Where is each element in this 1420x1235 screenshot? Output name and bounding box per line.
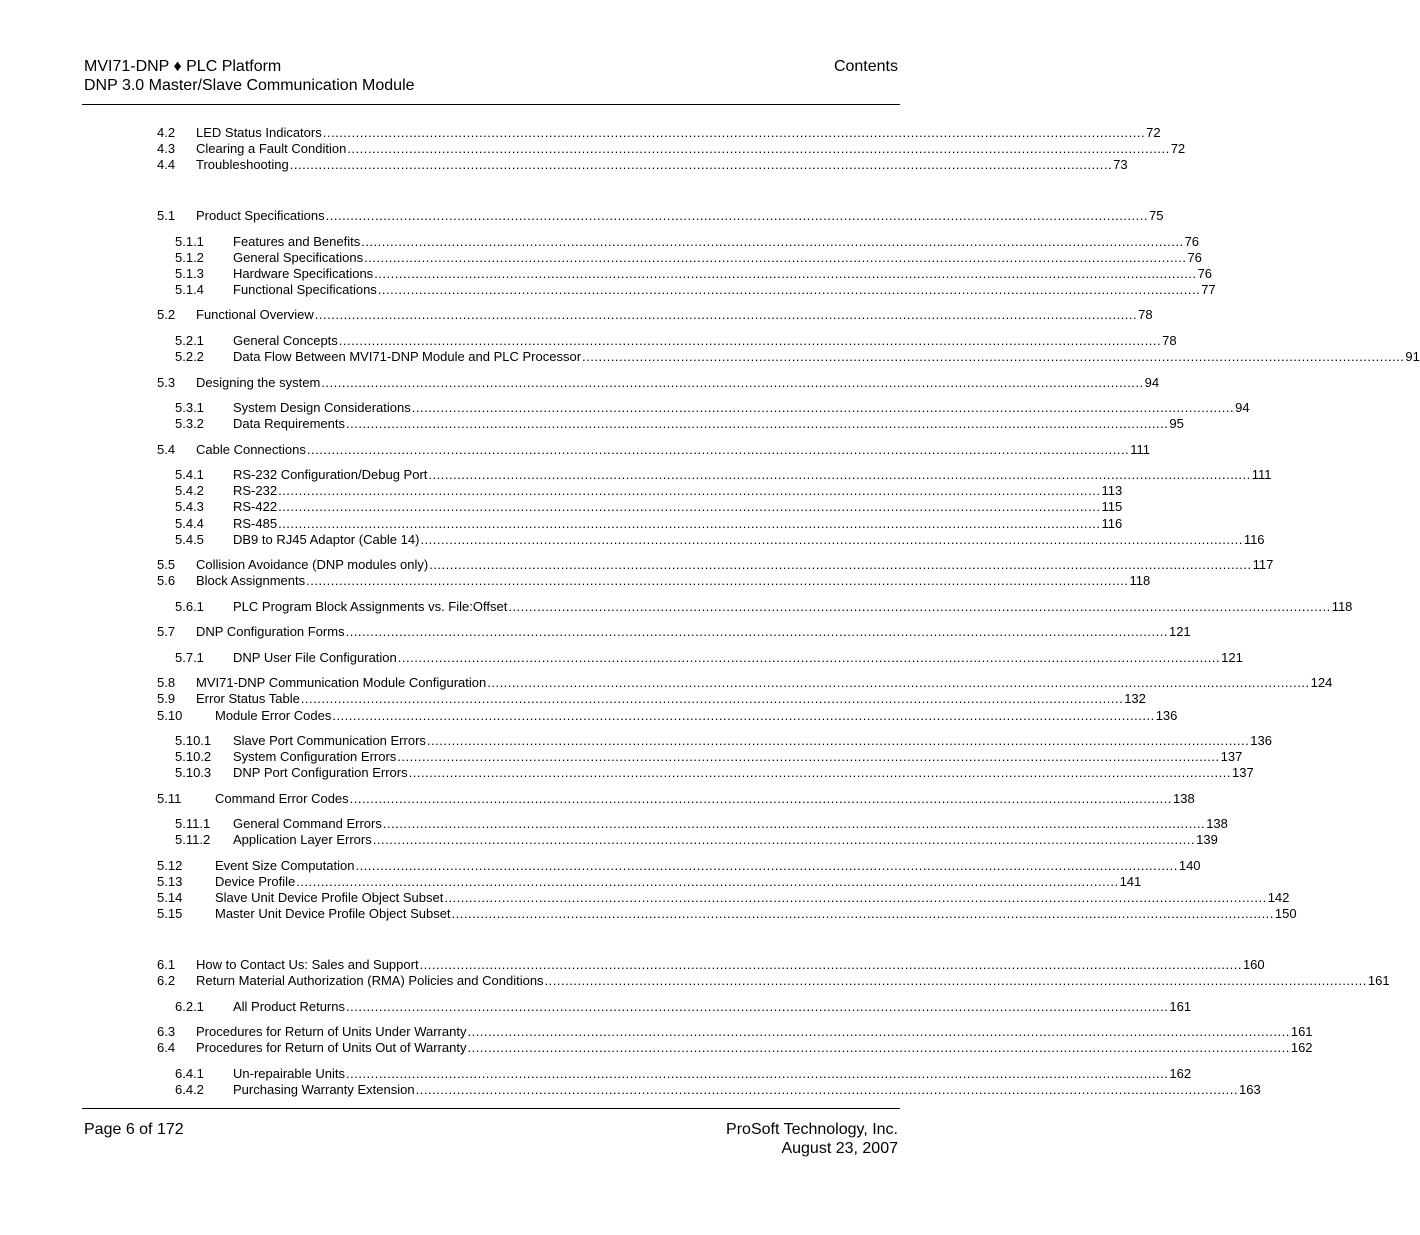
toc-entry-number: 6.4.2 [175,1082,204,1097]
toc-entry-number: 5.1.2 [175,250,204,265]
toc-entry-title: Slave Unit Device Profile Object Subset [215,890,444,905]
toc-entry-title: Functional Overview [196,307,314,322]
toc-entry-title: Procedures for Return of Units Under Warranty [196,1024,467,1039]
toc-entry[interactable] [175,467,1272,483]
toc-entry-page: 137 [1231,765,1254,780]
toc-entry[interactable] [157,858,1201,874]
toc-entry-page: 94 [1235,400,1250,415]
toc-dot-leader: ........................................................................................................................................................................................................ [346,416,1169,431]
toc-dot-leader: ........................................................................................................................................................................................................ [467,1040,1290,1055]
toc-entry-title: Command Error Codes [215,791,349,806]
toc-entry-title: PLC Program Block Assignments vs. File:Offset [233,599,508,614]
toc-entry-title: Error Status Table [196,691,300,706]
toc-entry[interactable] [175,816,1228,832]
toc-dot-leader: ........................................................................................................................................................................................................ [278,516,1101,531]
toc-entry-title: System Configuration Errors [233,749,397,764]
toc-entry-number: 5.4.4 [175,516,204,531]
toc-dot-leader: ........................................................................................................................................................................................................ [397,749,1220,764]
toc-entry-number: 5.2.2 [175,349,204,364]
toc-dot-leader: ........................................................................................................................................................................................................ [364,250,1187,265]
toc-dot-leader: ........................................................................................................................................................................................................ [374,266,1197,281]
toc-dot-leader: ........................................................................................................................................................................................................ [428,467,1251,482]
toc-entry-page: 139 [1196,832,1218,847]
toc-entry-title: Device Profile [215,874,296,889]
toc-entry-number: 5.10.1 [175,733,212,748]
toc-entry-number: 5.4.2 [175,483,204,498]
toc-dot-leader: ........................................................................................................................................................................................................ [361,234,1184,249]
toc-entry-page: 95 [1169,416,1184,431]
toc-entry[interactable] [175,733,1272,749]
toc-dot-leader: ........................................................................................................................................................................................................ [278,499,1101,514]
toc-entry-title: How to Contact Us: Sales and Support [196,957,419,972]
toc-entry[interactable] [157,675,1333,691]
toc-entry[interactable] [175,1082,1261,1098]
toc-entry-title: LED Status Indicators [196,125,322,140]
toc-entry[interactable] [157,1024,1313,1040]
toc-entry-number: 5.14 [157,890,183,905]
toc-entry[interactable] [157,874,1142,890]
toc-entry[interactable] [157,157,1128,173]
header-module-line: DNP 3.0 Master/Slave Communication Module [84,77,415,94]
toc-entry[interactable] [175,333,1177,349]
toc-entry-number: 6.1 [157,957,176,972]
toc-entry[interactable] [175,650,1243,666]
toc-entry-number: 6.4 [157,1040,176,1055]
toc-entry-title: Hardware Specifications [233,266,374,281]
toc-entry[interactable] [175,483,1123,499]
toc-entry-page: 72 [1146,125,1161,140]
toc-dot-leader: ........................................................................................................................................................................................................ [314,307,1138,322]
footer-date: August 23, 2007 [781,1140,898,1157]
toc-entry-number: 5.6 [157,573,176,588]
toc-entry-title: Purchasing Warranty Extension [233,1082,415,1097]
toc-entry-title: DNP User File Configuration [233,650,397,665]
toc-entry-number: 5.1.4 [175,282,204,297]
toc-entry-title: Procedures for Return of Units Out of Warranty [196,1040,467,1055]
toc-entry-number: 4.4 [157,157,176,172]
toc-entry-title: Troubleshooting [196,157,289,172]
toc-dot-leader: ........................................................................................................................................................................................................ [426,733,1250,748]
toc-entry-number: 5.1.1 [175,234,204,249]
toc-entry[interactable] [157,125,1161,141]
toc-entry-title: Designing the system [196,375,321,390]
toc-entry[interactable] [175,349,1420,365]
toc-entry-number: 5.1 [157,208,176,223]
toc-entry-title: DNP Configuration Forms [196,624,345,639]
header-product-line: MVI71-DNP ♦ PLC Platform [84,58,282,75]
toc-entry-number: 6.2 [157,973,176,988]
toc-entry-title: Features and Benefits [233,234,361,249]
toc-entry-number: 6.4.1 [175,1066,204,1081]
toc-entry-title: Un-repairable Units [233,1066,345,1081]
toc-entry-number: 5.4.5 [175,532,204,547]
toc-entry-title: MVI71-DNP Communication Module Configuration [196,675,487,690]
toc-entry-page: 72 [1170,141,1186,156]
toc-entry-number: 5.11.1 [175,816,211,831]
toc-entry[interactable] [157,141,1186,157]
toc-entry-page: 76 [1187,250,1202,265]
toc-entry-page: 162 [1290,1040,1313,1055]
toc-entry[interactable] [175,599,1353,615]
toc-entry-title: RS-232 [233,483,278,498]
toc-entry-page: 150 [1274,906,1297,921]
toc-entry[interactable] [157,573,1151,589]
toc-dot-leader: ........................................................................................................................................................................................................ [346,999,1169,1014]
toc-entry[interactable] [157,973,1390,989]
toc-entry[interactable] [175,266,1213,282]
toc-entry-title: General Command Errors [233,816,382,831]
toc-dot-leader: ........................................................................................................................................................................................................ [296,874,1119,889]
toc-entry-number: 5.7.1 [175,650,204,665]
toc-entry-title: Slave Port Communication Errors [233,733,426,748]
toc-entry-number: 6.3 [157,1024,176,1039]
toc-entry-number: 5.6.1 [175,599,204,614]
toc-entry-page: 161 [1367,973,1390,988]
toc-entry-page: 111 [1251,467,1272,482]
toc-entry-title: Clearing a Fault Condition [196,141,347,156]
toc-entry[interactable] [175,282,1216,298]
toc-entry-page: 111 [1130,442,1150,457]
toc-entry[interactable] [157,442,1150,458]
toc-entry-title: Functional Specifications [233,282,377,297]
toc-entry-page: 140 [1178,858,1201,873]
toc-dot-leader: ........................................................................................................................................................................................................ [321,375,1144,390]
toc-entry[interactable] [157,708,1178,724]
toc-entry-page: 136 [1155,708,1178,723]
toc-entry-number: 4.2 [157,125,176,140]
toc-dot-leader: ........................................................................................................................................................................................................ [451,906,1274,921]
toc-entry-number: 5.4 [157,442,176,457]
toc-entry-page: 118 [1129,573,1151,588]
toc-entry-title: Master Unit Device Profile Object Subset [215,906,451,921]
toc-entry-number: 5.2 [157,307,176,322]
toc-dot-leader: ........................................................................................................................................................................................................ [325,208,1148,223]
toc-entry-number: 5.12 [157,858,183,873]
toc-entry-page: 121 [1221,650,1243,665]
toc-entry-title: Application Layer Errors [233,832,372,847]
toc-entry-page: 73 [1113,157,1128,172]
toc-entry-page: 75 [1149,208,1164,223]
toc-entry-page: 91 [1405,349,1420,364]
toc-entry-title: All Product Returns [233,999,345,1014]
toc-entry[interactable] [157,557,1274,573]
toc-entry-number: 5.13 [157,874,183,889]
toc-entry[interactable] [175,250,1202,266]
toc-entry[interactable] [175,999,1192,1015]
toc-entry[interactable] [157,208,1164,224]
toc-entry-number: 5.10 [157,708,183,723]
footer-company-info [726,1120,898,1158]
toc-entry-number: 5.10.2 [175,749,212,764]
toc-entry-number: 5.4.1 [175,467,204,482]
toc-entry-page: 78 [1138,307,1153,322]
toc-dot-leader: ........................................................................................................................................................................................................ [544,973,1367,988]
toc-dot-leader: ........................................................................................................................................................................................................ [419,957,1242,972]
toc-entry[interactable] [157,791,1195,807]
toc-dot-leader: ........................................................................................................................................................................................................ [582,349,1405,364]
toc-entry[interactable] [175,400,1250,416]
toc-dot-leader: ........................................................................................................................................................................................................ [382,816,1206,831]
header-section-label: Contents [833,58,898,75]
toc-entry-page: 132 [1124,691,1146,706]
toc-entry-page: 113 [1101,483,1123,498]
toc-entry-title: Event Size Computation [215,858,355,873]
footer-page-number: Page 6 of 172 [84,1121,184,1138]
toc-dot-leader: ........................................................................................................................................................................................................ [377,282,1201,297]
toc-entry-page: 161 [1169,999,1192,1014]
toc-entry-page: 137 [1220,749,1243,764]
toc-entry-title: Data Requirements [233,416,345,431]
toc-entry-page: 141 [1119,874,1142,889]
toc-dot-leader: ........................................................................................................................................................................................................ [508,599,1331,614]
toc-dot-leader: ........................................................................................................................................................................................................ [487,675,1310,690]
toc-dot-leader: ........................................................................................................................................................................................................ [322,125,1146,140]
toc-dot-leader: ........................................................................................................................................................................................................ [349,791,1173,806]
toc-entry-number: 6.2.1 [175,999,204,1014]
toc-entry-title: Cable Connections [196,442,306,457]
toc-entry-number: 5.1.3 [175,266,204,281]
toc-entry[interactable] [175,234,1200,250]
toc-entry-title: General Specifications [233,250,364,265]
toc-entry-page: 124 [1310,675,1333,690]
toc-entry-page: 138 [1173,791,1195,806]
toc-dot-leader: ........................................................................................................................................................................................................ [355,858,1178,873]
toc-dot-leader: ........................................................................................................................................................................................................ [408,765,1231,780]
toc-entry-number: 5.3.1 [175,400,204,415]
footer-company: ProSoft Technology, Inc. [726,1121,898,1138]
toc-entry-page: 78 [1162,333,1177,348]
toc-dot-leader: ........................................................................................................................................................................................................ [411,400,1235,415]
toc-dot-leader: ........................................................................................................................................................................................................ [372,832,1196,847]
toc-entry-page: 76 [1184,234,1200,249]
toc-entry-title: DB9 to RJ45 Adaptor (Cable 14) [233,532,420,547]
toc-dot-leader: ........................................................................................................................................................................................................ [397,650,1221,665]
toc-entry-page: 121 [1168,624,1191,639]
toc-entry-page: 136 [1250,733,1272,748]
toc-entry-page: 138 [1206,816,1228,831]
toc-entry-number: 5.2.1 [175,333,204,348]
toc-entry-title: Block Assignments [196,573,306,588]
toc-entry[interactable] [175,516,1123,532]
toc-dot-leader: ........................................................................................................................................................................................................ [306,442,1130,457]
toc-entry[interactable] [175,499,1123,515]
toc-dot-leader: ........................................................................................................................................................................................................ [332,708,1155,723]
toc-dot-leader: ........................................................................................................................................................................................................ [345,624,1168,639]
toc-entry[interactable] [157,906,1297,922]
toc-entry-page: 115 [1101,499,1123,514]
toc-dot-leader: ........................................................................................................................................................................................................ [289,157,1113,172]
toc-entry[interactable] [157,957,1265,973]
toc-entry-page: 94 [1144,375,1160,390]
toc-entry-number: 5.9 [157,691,176,706]
toc-dot-leader: ........................................................................................................................................................................................................ [346,1066,1169,1081]
toc-entry[interactable] [157,307,1153,323]
toc-entry[interactable] [175,1066,1192,1082]
toc-entry-page: 162 [1169,1066,1192,1081]
toc-dot-leader: ........................................................................................................................................................................................................ [338,333,1162,348]
toc-entry[interactable] [175,765,1254,781]
toc-entry[interactable] [175,532,1265,548]
toc-entry-title: Return Material Authorization (RMA) Policies and Conditions [196,973,544,988]
toc-entry-number: 5.11.2 [175,832,211,847]
toc-dot-leader: ........................................................................................................................................................................................................ [467,1024,1290,1039]
toc-entry-page: 161 [1290,1024,1313,1039]
toc-dot-leader: ........................................................................................................................................................................................................ [278,483,1101,498]
toc-dot-leader: ........................................................................................................................................................................................................ [300,691,1124,706]
header-divider [82,104,900,105]
toc-entry-title: System Design Considerations [233,400,411,415]
toc-dot-leader: ........................................................................................................................................................................................................ [306,573,1129,588]
toc-entry[interactable] [157,624,1191,640]
toc-dot-leader: ........................................................................................................................................................................................................ [444,890,1267,905]
toc-dot-leader: ........................................................................................................................................................................................................ [420,532,1243,547]
toc-dot-leader: ........................................................................................................................................................................................................ [429,557,1252,572]
toc-entry[interactable] [157,1040,1313,1056]
toc-entry-number: 5.11 [157,791,182,806]
page-header-title [84,57,415,95]
toc-entry-title: RS-232 Configuration/Debug Port [233,467,428,482]
toc-dot-leader: ........................................................................................................................................................................................................ [347,141,1170,156]
toc-entry-page: 160 [1242,957,1265,972]
toc-entry-title: Collision Avoidance (DNP modules only) [196,557,429,572]
toc-entry[interactable] [175,832,1218,848]
toc-entry-title: RS-485 [233,516,278,531]
toc-entry-page: 118 [1331,599,1353,614]
toc-entry-number: 5.3.2 [175,416,204,431]
toc-entry-number: 4.3 [157,141,176,156]
toc-entry-number: 5.3 [157,375,176,390]
toc-dot-leader: ........................................................................................................................................................................................................ [415,1082,1238,1097]
toc-entry-page: 117 [1252,557,1274,572]
toc-entry-title: Product Specifications [196,208,325,223]
toc-entry-page: 116 [1243,532,1265,547]
toc-entry-number: 5.5 [157,557,176,572]
toc-entry[interactable] [175,749,1243,765]
toc-entry-title: General Concepts [233,333,338,348]
toc-entry-number: 5.10.3 [175,765,212,780]
toc-entry-title: DNP Port Configuration Errors [233,765,408,780]
toc-entry-number: 5.7 [157,624,176,639]
toc-entry-page: 142 [1267,890,1290,905]
toc-entry-title: RS-422 [233,499,278,514]
toc-entry-number: 5.4.3 [175,499,204,514]
toc-entry-title: Module Error Codes [215,708,332,723]
toc-entry-number: 5.8 [157,675,176,690]
toc-entry-number: 5.15 [157,906,183,921]
toc-entry[interactable] [157,890,1290,906]
toc-entry-page: 163 [1238,1082,1261,1097]
toc-entry-page: 77 [1201,282,1216,297]
toc-entry[interactable] [157,375,1160,391]
toc-entry[interactable] [175,416,1184,432]
toc-entry-title: Data Flow Between MVI71-DNP Module and PLC Processor [233,349,582,364]
toc-entry[interactable] [157,691,1146,707]
toc-entry-page: 76 [1197,266,1213,281]
toc-entry-page: 116 [1101,516,1123,531]
footer-divider [82,1108,900,1109]
